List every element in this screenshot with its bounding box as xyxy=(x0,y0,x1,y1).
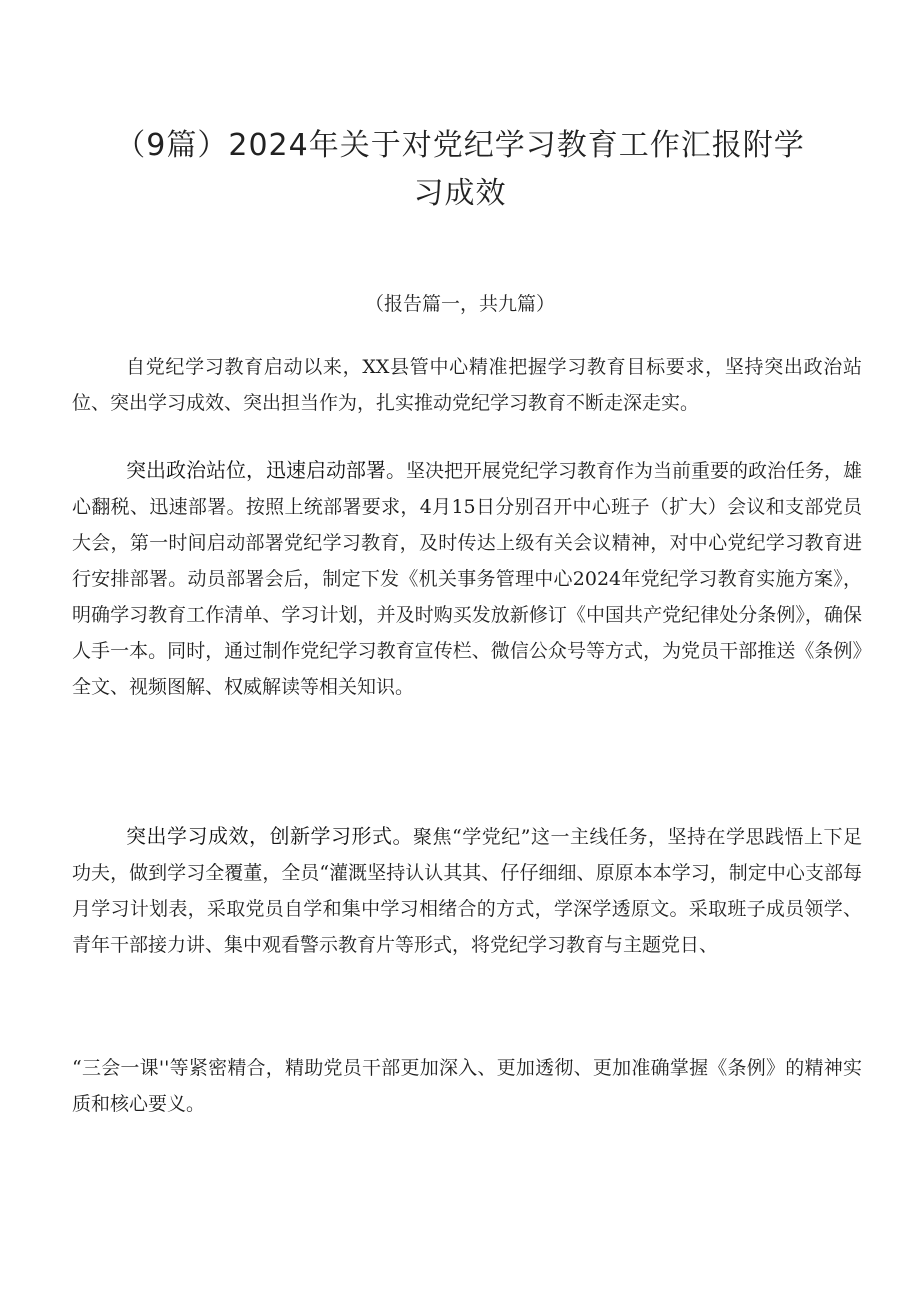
document-title: （9篇）2024年关于对党纪学习教育工作汇报附学习成效 xyxy=(115,128,805,211)
paragraph-learning-effect xyxy=(72,818,862,963)
paragraph-continuation xyxy=(72,1049,862,1122)
paragraph-text: 自党纪学习教育启动以来，XX县管中心精准把握学习教育目标要求，坚持突出政治站位、突出学习成效、突出担当作为，扎实推动党纪学习教育不断走深走实。 xyxy=(72,356,862,414)
paragraph-lead: 突出政治站位，迅速启动部署。 xyxy=(126,458,406,482)
paragraph-political-stance xyxy=(72,452,862,705)
paragraph-text: 聚焦“学党纪”这一主线任务，坚持在学思践悟上下足功夫，做到学习全覆董，全员“灌溉坚持认认其其、仔仔细细、原原本本学习，制定中心支部每月学习计划表，采取党员自学和集中学习相绪合的方式，学深学透原文。采取班子成员领学、青年干部接力讲、集中观看警示教育片等形式，将党纪学习教育与主题党日、 xyxy=(72,826,862,956)
paragraph-text: 坚决把开展党纪学习教育作为当前重要的政治任务，雄心翻税、迅速部署。按照上统部署要求，4月15日分别召开中心班子（扩大）会议和支部党员大会，第一时间启动部署党纪学习教育，及时传达上级有关会议精神，对中心党纪学习教育进行安排部署。动员部署会后，制定下发《机关事务管理中心2024年党纪学习教育实施方案》，明确学习教育工作清单、学习计划，并及时购买发放新修订《中国共产党纪律处分条例》，确保人手一本。同时，通过制作党纪学习教育宣传栏、微信公众号等方式，为党员干部推送《条例》全文、视频图解、权威解读等相关知识。 xyxy=(72,460,863,698)
paragraph-intro xyxy=(72,348,862,421)
document-subtitle: （报告篇一，共九篇） xyxy=(364,293,555,315)
paragraph-lead: 突出学习成效，创新学习形式。 xyxy=(126,824,414,848)
paragraph-text: “三会一课''等紧密精合，精助党员干部更加深入、更加透彻、更加准确掌握《条例》的精神实质和核心要义。 xyxy=(72,1057,862,1115)
